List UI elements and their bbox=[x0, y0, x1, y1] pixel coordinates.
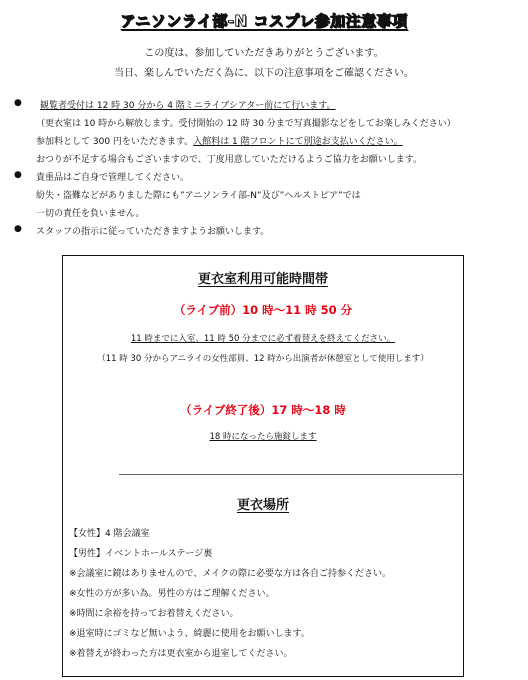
dressing-place-heading: 更衣場所 bbox=[236, 498, 289, 513]
bullet-icon: ● bbox=[14, 98, 22, 108]
liability-line-1: 紛失・盗難などがありました際にも”アニソンライ部-N”及び”ヘルストピア”では bbox=[36, 191, 361, 201]
liability-line-2: 一切の責任を負いません。 bbox=[36, 209, 145, 219]
dressing-room-info-box bbox=[62, 255, 464, 677]
reception-notice: 観覧者受付は 12 時 30 分から 4 階ミニライブシアター前にて行います。 bbox=[40, 101, 336, 111]
before-live-note: 11 時までに入室、11 時 50 分までに必ず着替えを終えてください。 bbox=[130, 334, 396, 344]
place-female: 【女性】4 階会議室 bbox=[69, 529, 150, 539]
fee-notice: 参加料として 300 円をいただきます。入館料は 1 階フロントにて別途お支払いください。 bbox=[36, 137, 403, 147]
change-notice: おつりが不足する場合もございますので、丁度用意していただけるようご協力をお願いします。 bbox=[36, 155, 423, 165]
women-majority-note: ※女性の方が多い為。男性の方はご理解ください。 bbox=[69, 589, 275, 599]
mirror-note: ※会議室に鏡はありませんので、メイクの際に必要な方は各自ご持参ください。 bbox=[69, 569, 392, 579]
lock-note: 18 時になったら施錠します bbox=[209, 432, 317, 442]
valuables-notice: 貴重品はご自身で管理してください。 bbox=[36, 173, 190, 183]
after-live-hours: （ライブ終了後）17 時～18 時 bbox=[180, 403, 346, 417]
rest-room-note: （11 時 30 分からアニライの女性部員、12 時から出演者が休憩室として使用します） bbox=[97, 354, 429, 364]
intro-line-1: この度は、参加していただきありがとうございます。 bbox=[144, 48, 384, 59]
intro-line-2: 当日、楽しんでいただく為に、以下の注意事項をご確認ください。 bbox=[114, 68, 414, 79]
before-live-hours: （ライブ前）10 時～11 時 50 分 bbox=[173, 303, 353, 317]
section-divider bbox=[119, 474, 464, 475]
bullet-icon: ● bbox=[14, 224, 22, 234]
dressing-hours-heading: 更衣室利用可能時間帯 bbox=[197, 272, 328, 287]
dressing-room-open-note: （更衣室は 10 時から解放します。受付開始の 12 時 30 分まで写真撮影などをしてお楽しみください） bbox=[36, 119, 456, 129]
bullet-icon: ● bbox=[14, 170, 22, 180]
document-title: アニソンライ部-N コスプレ参加注意事項 bbox=[120, 12, 408, 30]
time-margin-note: ※時間に余裕を持ってお着替えください。 bbox=[69, 609, 239, 619]
place-male: 【男性】イベントホールステージ裏 bbox=[69, 549, 213, 559]
clean-exit-note: ※退室時にゴミなど無いよう、綺麗に使用をお願いします。 bbox=[69, 629, 310, 639]
leave-after-changing-note: ※着替えが終わった方は更衣室から退室してください。 bbox=[69, 649, 293, 659]
staff-instruction-notice: スタッフの指示に従っていただきますようお願いします。 bbox=[36, 227, 270, 237]
